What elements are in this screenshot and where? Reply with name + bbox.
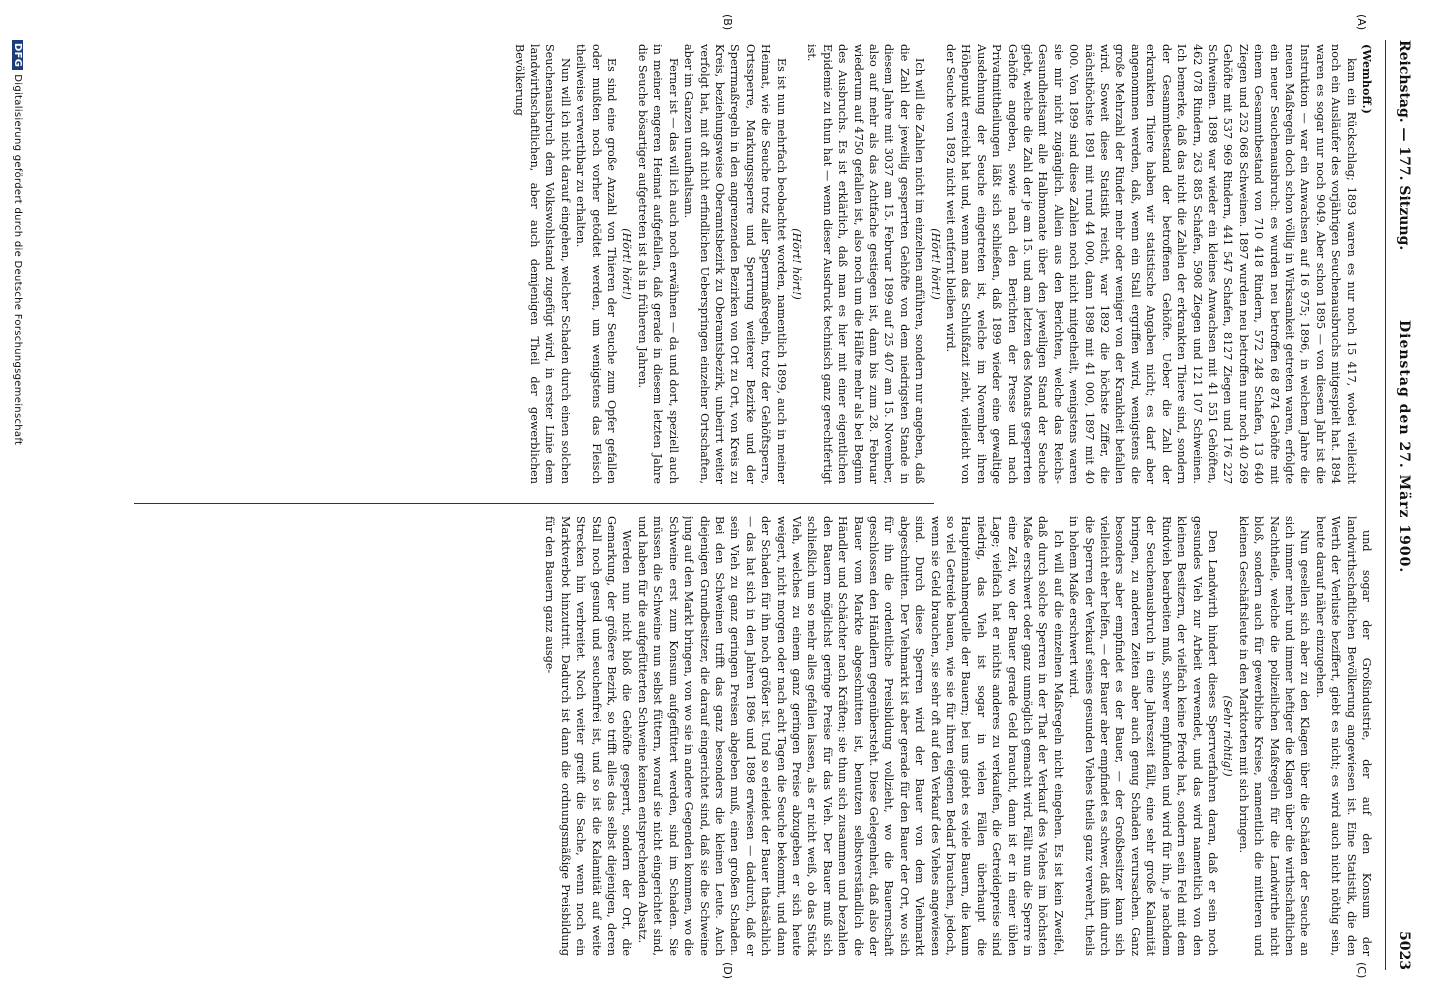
margin-mark-c: (C) bbox=[1355, 962, 1368, 979]
digitization-credit bbox=[12, 40, 23, 445]
header-date: Dienstag den 27. März 1900. bbox=[1396, 320, 1412, 574]
margin-mark-b: (B) bbox=[721, 14, 734, 31]
header-rule bbox=[1385, 40, 1386, 970]
margin-mark-d: (D) bbox=[721, 962, 734, 980]
paragraph: und sogar der Großindustrie, der auf den Konsum der landwirthschaftlichen Bevölkerung angewiesen ist. Eine Statistik, die den Werth der Verluste beziffert, giebt es nicht; es wird auch nicht nöthig sein, heute darauf näher einzugehen. bbox=[1313, 516, 1373, 956]
paragraph: Es ist nun mehrfach beobachtet worden, namentlich 1899, auch in meiner Heimat, wie die Seuche trotz aller Sperrmaßregeln, trotz der Gehöftsperre, Ortssperre, Markungssperre und Sperrung weiterer Bezirke und der Sperrmaßregeln in den angrenzenden Bezirken von Ort zu Ort, von Kreis zu Kreis, beziehungsweise Oberamtsbezirk zu Oberamtsbezirk, unbeirrt weiter verfolgt hat, mit oft nicht erfindlichen Ueberspringen einzelner Ortschaften, aber im Ganzen unaufhaltsam. bbox=[682, 44, 788, 484]
interjection: (Sehr richtig!) bbox=[1221, 695, 1235, 777]
column-rule bbox=[134, 503, 934, 504]
running-header bbox=[1390, 40, 1412, 970]
paragraph: Ich will die Zahlen nicht im einzelnen anführen, sondern nur angeben, daß die Zahl der jeweilig gesperrten Gehöfte von dem niedrigsten Stande in diesem Jahre mit 3037 am 15. Februar 1899 auf 25 407 am 15. November, also auf mehr als das Achtfache gestiegen ist, dann bis zum 28. Februar wiederum auf 4750 gefallen ist, also noch um die Hälfte mehr als bei Beginn des Ausbruchs. Es ist erklärlich, daß man es hier mit einer eigentlichen Epidemie zu thun hat — wenn dieser Ausdruck technisch ganz gerechtfertigt ist. bbox=[805, 44, 927, 484]
right-column bbox=[124, 516, 1374, 956]
paragraph: Ferner ist — das will ich auch noch erwähnen — da und dort, speziell auch in meiner engeren Heimat aufgefallen, daß gerade in diesem letzten Jahre die Seuche bösartiger aufgetreten ist als in früheren Jahren. bbox=[635, 44, 680, 484]
paragraph: Ich will auf die einzelnen Maßregeln nicht eingehen. Es ist kein Zweifel, daß durch solche Sperren in der That der Verkauf des Viehes im höchsten Maße erschwert oder ganz unmöglich gemacht wird. Fällt nun die Sperre in eine Zeit, wo der Bauer gerade Geld braucht, dann ist er in einer üblen Lage; vielfach hat er nichts anderes zu verkaufen, die Getreidepreise sind niedrig, das Vieh ist sogar in vielen Fällen überhaupt die Haupteinnahmequelle der Bauern; bei uns giebt es viele Bauern, die kaum so viel Getreide bauen, wie sie für ihren eigenen Bedarf brauchen, jedoch, wenn sie Geld brauchen, sie sehr oft auf den Verkauf des Viehes angewiesen sind. Durch diese Sperren wird der Bauer von dem Viehmarkt abgeschnitten. Der Viehmarkt ist aber gerade für den Bauer der Ort, wo sich für ihn die ordentliche Preisbildung vollzieht, wo die Bauernschaft geschlossen den Händlern gegenübersteht. Diese Gelegenheit, daß also der Bauer vom Markte abgeschnitten ist, benutzen selbstverständlich die Händler und Schächter nach Kräften; sie thun sich zusammen und bezahlen den Bauern möglichst geringe Preise für das Vieh. Der Bauer muß sich schließlich um so mehr alles gefallen lassen, als er nicht weiß, ob das Stück Vieh, welches zu einem ganz geringen Preise abzugeben er sich heute weigert, nicht morgen oder nach acht Tagen die Seuche bekommt, und dann der Schaden für ihn noch größer ist. Und so erleidet der Bauer thatsächlich — das hat sich in den Jahren 1896 und 1898 erwiesen — dadurch, daß er sein Vieh zu ganz geringen Preisen abgeben muß, einen großen Schaden. Bei den Schweinen trifft das ganz besonders die kleinen Leute. Auch diejenigen Grundbesitzer, die darauf eingerichtet sind, daß sie die Schweine jung auf den Markt bringen, von wo sie in andere Gegenden kommen, wo die Schweine erst zum Konsum aufgefüttert werden, sind im Schaden. Sie müssen die Schweine nun selbst füttern, worauf sie nicht eingerichtet sind, und haben für die aufgefütterten Schweine keinen entsprechenden Absatz. bbox=[635, 516, 1065, 956]
paragraph: Es sind eine große Anzahl von Thieren der Seuche zum Opfer gefallen oder mußten noch vorher getödtet werden, um wenigstens das Fleisch theilweise verwerthbar zu erhalten. bbox=[574, 44, 619, 484]
paragraph: kam ein Rückschlag; 1893 waren es nur noch 15 417, wobei vielleicht noch ein Ausläufer des vorjährigen Seuchenausbruchs mitgespielt hat. 1894 waren es sogar nur noch 9049. Aber schon 1895 — von diesem Jahr ist die Instruktion — war ein Anwachsen auf 16 975; 1896, in welchem Jahre die neuen Maßregeln doch schon völlig in Wirksamkeit getreten waren, erfolgte ein neuer Seuchenausbruch: es wurden neu betroffen 68 874 Gehöfte mit einem Gesammtbestand von 710 418 Rindern, 572 248 Schafen, 13 640 Ziegen und 252 068 Schweinen. 1897 wurden neu betroffen nur noch 40 269 Gehöfte mit 537 969 Rindern, 441 547 Schafen, 8127 Ziegen und 176 227 Schweinen. 1898 war wieder ein kleines Anwachsen mit 41 551 Gehöften, 462 078 Rindern, 263 885 Schafen, 5908 Ziegen und 121 107 Schweinen. Ich bemerke, daß das nicht die Zahlen der erkrankten Thiere sind, sondern der Gesammtbestand der betroffenen Gehöfte. Ueber die Zahl der erkrankten Thiere haben wir statistische Angaben nicht; es darf aber angenommen werden, daß, wenn ein Stall ergriffen wird, wenigstens die große Mehrzahl der Rinder mehr oder weniger von der Krankheit befallen wird. Soweit diese Statistik reicht, war 1892 die höchste Ziffer, die nächsthöchste 1891 mit rund 44 000, dann 1898 mit 41 000, 1897 mit 40 000. Von 1899 sind diese Zahlen noch nicht mitgetheilt, wenigstens waren sie mir nicht zugänglich. Allein aus den Berichten, welche das Reichs-Gesundheitsamt alle Halbmonate über den jeweiligen Stand der Seuche giebt, welche die Zahl der je am 15. und am letzten des Monats gesperrten Gehöfte angeben, sowie nach den Berichten der Presse und nach Privatmittheilungen läßt sich schließen, daß 1899 wieder eine gewaltige Ausdehnung der Seuche eingetreten ist, welche im November ihren Höhepunkt erreicht hat und, wenn man das Schlußfazit zieht, vielleicht von der Seuche von 1892 nicht weit entfernt bleiben wird. bbox=[944, 44, 1358, 484]
dfg-logo: DFG bbox=[12, 40, 23, 70]
header-session: Reichstag. — 177. Sitzung. bbox=[1396, 40, 1412, 251]
margin-mark-a: (A) bbox=[1355, 14, 1368, 31]
interjection: (Hört! hört!) bbox=[789, 228, 803, 300]
paragraph: Nun will ich nicht darauf eingehen, welcher Schaden durch einen solchen Seuchenausbruch dem Volkswohlstand zugefügt wird, in erster Linie dem landwirthschaftlichen, aber auch demjenigen Theil der gewerblichen Bevölkerung bbox=[512, 44, 572, 484]
interjection: (Hört! hört!) bbox=[620, 228, 634, 300]
credit-text: Digitalisierung gefördert durch die Deutsche Forschungsgemeinschaft bbox=[12, 74, 23, 446]
page-number: 5023 bbox=[1396, 931, 1412, 970]
paragraph: Nun gesellen sich aber zu den Klagen über die Schäden der Seuche an sich immer mehr und immer heftiger die Klagen über die wirthschaftlichen Nachtheile, welche die polizeilichen Maßregeln für die Landwirthe nicht bloß, sondern auch für gewerbliche Kreise, namentlich die mittleren und kleinen Geschäftsleute in den Marktorten mit sich bringen. bbox=[1236, 516, 1312, 956]
paragraph: Werden nun nicht bloß die Gehöfte gesperrt, sondern der Ort, die Gemarkung, der größere Bezirk, so trifft alles das selbst diejenigen, deren Stall noch gesund und seuchenfrei ist, und so ist die Kalamität auf weite Strecken hin verbreitet. Noch weiter greift die Sache, wenn noch ein Marktverbot hinzutritt. Dadurch ist dann die ordnungsmäßige Preisbildung für den Bauern ganz ausge- bbox=[543, 516, 634, 956]
left-column bbox=[124, 44, 1374, 484]
paragraph: Den Landwirth hindert dieses Sperrverfahren daran, daß er sein noch gesundes Vieh zur Arbeit verwendet, und das wird namentlich von den kleinen Besitzern, der vielfach keine Pferde hat, sondern sein Feld mit dem Rindvieh bearbeiten muß, schwer empfunden und wird für ihn, je nachdem der Seuchenausbruch in eine Jahreszeit fällt, eine sehr große Kalamität bringen, zu anderen Zeiten aber auch genug Schaden verursachen. Ganz besonders aber empfindet es der Bauer, — der Großbesitzer kann sich vielleicht eher helfen, — der Bauer aber empfindet es schwer, daß ihm durch die Sperren der Verkauf seines gesunden Viehes theils ganz verwehrt, theils in hohem Maße erschwert wird. bbox=[1067, 516, 1219, 956]
speaker-name: (Wemhoff.) bbox=[1360, 44, 1374, 114]
interjection: (Hört! hört!) bbox=[928, 228, 942, 300]
